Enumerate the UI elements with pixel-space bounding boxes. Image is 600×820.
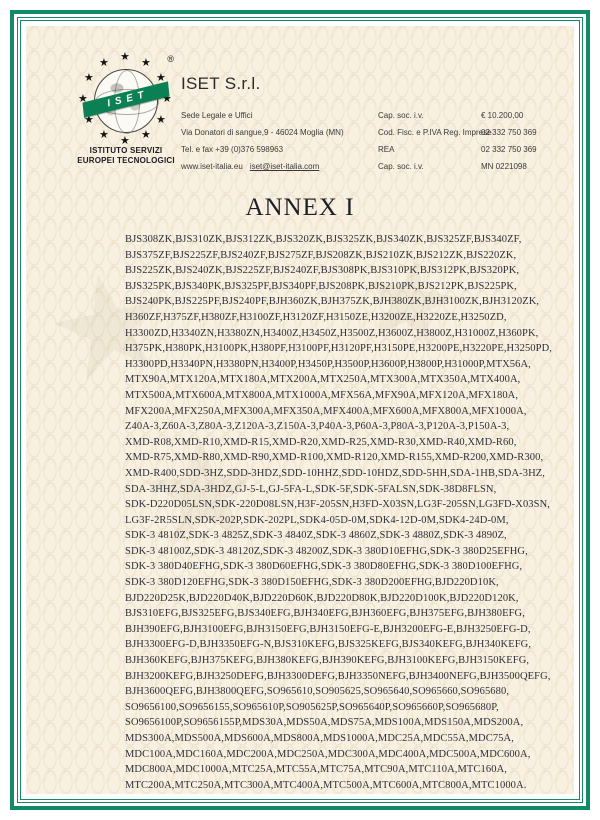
email-link[interactable]: iset@iset-italia.com [249, 162, 320, 171]
logo-caption-line2: EUROPEI TECNOLOGICI [77, 156, 175, 165]
contact-line: Sede Legale e Uffici [181, 111, 253, 120]
logo-caption [56, 146, 196, 166]
company-logo [66, 50, 186, 175]
code-line: BJS310EFG,BJS325EFG,BJS340EFG,BJH340EFG,BJH360EFG,BJH375EFG,BJH380EFG, [125, 608, 525, 620]
code-line: MTX500A,MTX600A,MTX800A,MTX1000A,MFX56A,MFX90A,MFX120A,MFX180A, [125, 389, 519, 401]
page-title: ANNEX I [245, 194, 355, 221]
star-icon [141, 130, 151, 141]
code-line: MTX90A,MTX120A,MTX180A,MTX200A,MTX250A,MTX300A,MTX350A,MTX400A, [125, 374, 521, 386]
code-line: BJH3600QEFG,BJH3800QEFG,SO965610,SO905625,SO965640,SO965660,SO965680, [125, 686, 510, 698]
registry-value: 02 332 750 369 [481, 145, 537, 154]
code-line: SDK-D220D05LSN,SDK-220D08LSN,H3F-205SN,H3FD-X03SN,LG3F-205SN,LG3FD-X03SN, [125, 499, 550, 511]
code-line: BJS375ZF,BJS225ZF,BJS240ZF,BJS275ZF,BJS208ZK,BJS210ZK,BJS212ZK,BJS220ZK, [125, 249, 517, 261]
star-icon [84, 73, 94, 84]
code-line: BJH390EFG,BJH3100EFG,BJH3150EFG,BJH3150EFG-E,BJH3200EFG-E,BJH3250EFG-D, [125, 623, 531, 635]
code-line: SDK-3 380D120EFHG,SDK-3 380D150EFHG,SDK-3 380D200EFHG,BJD220D10K, [125, 577, 499, 589]
code-line: MFX200A,MFX250A,MFX300A,MFX350A,MFX400A,MFX600A,MFX800A,MFX1000A, [125, 405, 527, 417]
code-line: BJH360KEFG,BJH375KEFG,BJH380KEFG,BJH390KEFG,BJH3100KEFG,BJH3150KEFG, [125, 655, 530, 667]
code-line: H360ZF,H375ZF,H380ZF,H3100ZF,H3120ZF,H3150ZE,H3200ZE,H3220ZE,H3250ZD, [125, 311, 507, 323]
star-icon [156, 115, 166, 126]
code-line: SDK-3 48100Z,SDK-3 48120Z,SDK-3 48200Z,SDK-3 380D10EFHG,SDK-3 380D25EFHG, [125, 545, 528, 557]
code-line: BJS225ZK,BJS240ZK,BJS225ZF,BJS240ZF,BJS308PK,BJS310PK,BJS312PK,BJS320PK, [125, 265, 520, 277]
code-line: BJS325PK,BJS340PK,BJS325PF,BJS340PF,BJS208PK,BJS210PK,BJS212PK,BJS225PK, [125, 280, 517, 292]
code-line: LG3F-2R5SLN,SDK-202P,SDK-202PL,SDK4-05D-0M,SDK4-12D-0M,SDK4-24D-0M, [125, 514, 509, 526]
star-icon [99, 58, 109, 69]
registered-trademark-icon: ® [167, 54, 174, 64]
star-icon [120, 52, 130, 63]
code-line: BJD220D25K,BJD220D40K,BJD220D60K,BJD220D80K,BJD220D100K,BJD220D120K, [125, 592, 519, 604]
contact-line [181, 158, 371, 175]
code-line: SDA-3HHZ,SDA-3HDZ,GJ-5-L,GJ-5FA-L,SDK-5F,SDK-5FALSN,SDK-38D8FLSN, [125, 483, 497, 495]
code-line: BJS240PK,BJS225PF,BJS240PF,BJH360ZK,BJH375ZK,BJH380ZK,BJH3100ZK,BJH3120ZK, [125, 296, 540, 308]
code-line: H3300ZD,H3340ZN,H3380ZN,H3400Z,H3450Z,H3500Z,H3600Z,H3800Z,H31000Z,H360PK, [125, 327, 539, 339]
contact-line: Via Donatori di sangue,9 - 46024 Moglia (MN) [181, 128, 344, 137]
code-line: BJH3300EFG-D,BJH3350EFG-N,BJS310KEFG,BJS325KEFG,BJS340KEFG,BJH340KEFG, [125, 639, 532, 651]
star-icon [141, 58, 151, 69]
company-name: ISET S.r.l. [181, 74, 261, 93]
code-line: XMD-R400,SDD-3HZ,SDD-3HDZ,SDD-10HHZ,SDD-10HDZ,SDD-5HH,SDA-1HB,SDA-3HZ, [125, 467, 545, 479]
star-icon [99, 130, 109, 141]
registry-values [481, 107, 581, 175]
code-line: BJH3200KEFG,BJH3250DEFG,BJH3300DEFG,BJH3350NEFG,BJH3400NEFG,BJH3500QEFG, [125, 670, 551, 682]
code-line: XMD-R75,XMD-R80,XMD-R90,XMD-R100,XMD-R120,XMD-R155,XMD-R200,XMD-R300, [125, 452, 544, 464]
code-line: MDC100A,MDC160A,MDC200A,MDC250A,MDC300A,MDC400A,MDC500A,MDC600A, [125, 748, 531, 760]
code-line: SO9656100P,SO9656155P,MDS30A,MDS50A,MDS75A,MDS100A,MDS150A,MDS200A, [125, 717, 524, 729]
registry-value: € 10.200,00 [481, 111, 524, 120]
code-line: SDK-3 380D40EFHG,SDK-3 380D60EFHG,SDK-3 380D80EFHG,SDK-3 380D100EFHG, [125, 561, 523, 573]
code-line: MDC800A,MDC1000A,MTC25A,MTC55A,MTC75A,MTC90A,MTC110A,MTC160A, [125, 764, 507, 776]
registry-value: MN 0221098 [481, 162, 527, 171]
website-text: www.iset-italia.eu [181, 162, 243, 171]
contact-line: Tel. e fax +39 (0)376 598963 [181, 145, 284, 154]
contact-block [181, 107, 371, 175]
registry-label: Cap. soc. i.v. [378, 111, 424, 120]
code-line: Z40A-3,Z60A-3,Z80A-3,Z120A-3,Z150A-3,P40A-3,P60A-3,P80A-3,P120A-3,P150A-3, [125, 421, 510, 433]
code-line: MTC200A,MTC250A,MTC300A,MTC400A,MTC500A,MTC600A,MTC800A,MTC1000A. [125, 779, 527, 791]
code-line: SDK-3 4810Z,SDK-3 4825Z,SDK-3 4840Z,SDK-3 4860Z,SDK-3 4880Z,SDK-3 4890Z, [125, 530, 507, 542]
paper-background [26, 26, 574, 794]
code-line: BJS308ZK,BJS310ZK,BJS312ZK,BJS320ZK,BJS325ZK,BJS340ZK,BJS325ZF,BJS340ZF, [125, 234, 522, 245]
annex-code-lines [125, 232, 552, 793]
code-line: H375PK,H380PK,H3100PK,H380PF,H3100PF,H3120PF,H3150PE,H3200PE,H3220PE,H3250PD, [125, 343, 552, 355]
ribbon-label: ISET [106, 88, 150, 110]
code-line: XMD-R08,XMD-R10,XMD-R15,XMD-R20,XMD-R25,XMD-R30,XMD-R40,XMD-R60, [125, 436, 517, 448]
code-line: SO9656100,SO9656155,SO965610P,SO905625P,SO965640P,SO965660P,SO965680P, [125, 701, 499, 713]
registry-label: Cod. Fisc. e P.IVA Reg. Imprese [378, 128, 492, 137]
logo-caption-line1: ISTITUTO SERVIZI [89, 146, 163, 155]
registry-label: Cap. soc. i.v. [378, 162, 424, 171]
code-line: MDS300A,MDS500A,MDS600A,MDS800A,MDS1000A,MDC25A,MDC55A,MDC75A, [125, 733, 514, 744]
registry-value: 02 332 750 369 [481, 128, 537, 137]
registry-labels [378, 107, 492, 175]
code-line: H3300PD,H3340PN,H3380PN,H3400P,H3450P,H3500P,H3600P,H3800P,H31000P,MTX56A, [125, 358, 531, 370]
registry-label: REA [378, 145, 395, 154]
